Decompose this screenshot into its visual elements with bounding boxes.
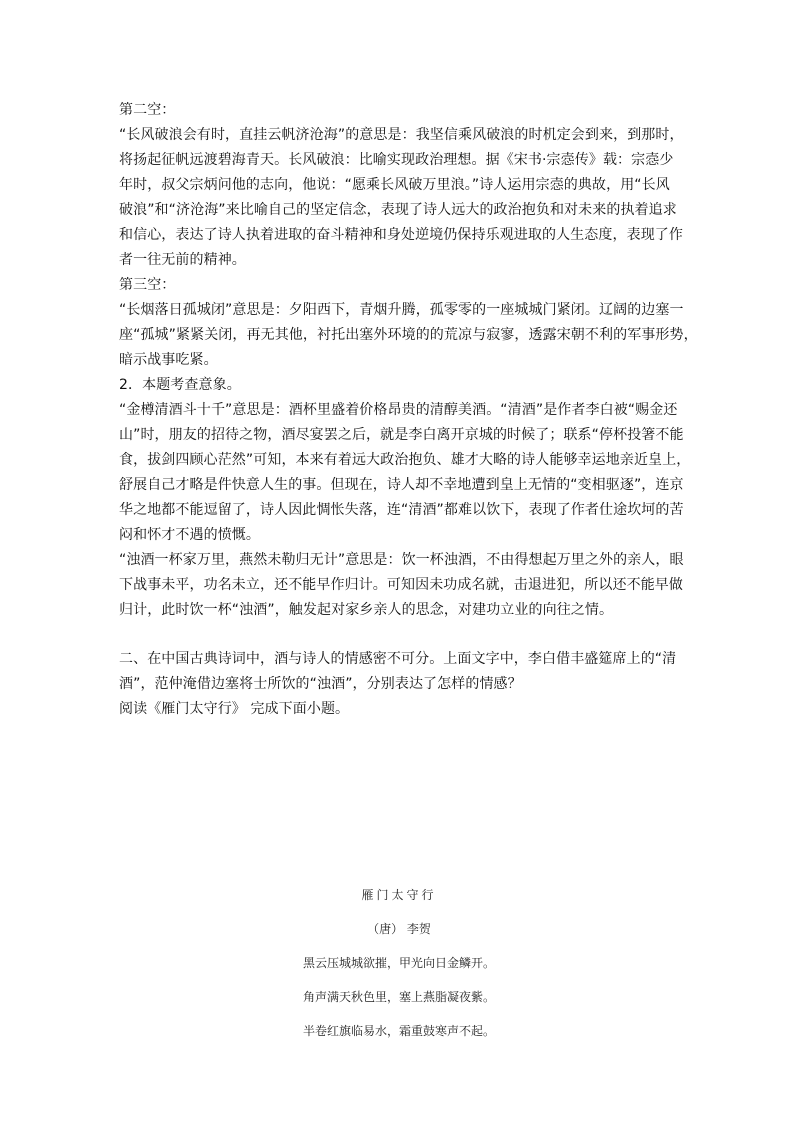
text-line: 座“孤城”紧紧关闭，再无其他，衬托出塞外环境的的荒凉与寂寥，透露宋朝不利的军事形势， bbox=[119, 327, 698, 343]
text-line: “金樽清酒斗十千”意思是：酒杯里盛着价格昂贵的清醇美酒。“清酒”是作者李白被“赐金还 bbox=[119, 402, 678, 418]
poem-title: 雁门太守行 bbox=[361, 888, 437, 902]
document-body bbox=[119, 98, 698, 722]
reading-instruction: 阅读《雁门太守行》 完成下面小题。 bbox=[119, 701, 350, 717]
poem-author: （唐） 李贺 bbox=[367, 922, 431, 936]
text-line: 破浪”和“济沧海”来比喻自己的坚定信念，表现了诗人远大的政治抱负和对未来的执着追求 bbox=[119, 202, 677, 218]
text-line: 第三空： bbox=[119, 277, 176, 293]
text-line: 下战事未平，功名未立，还不能早作归计。可知因未功成名就，击退进犯，所以还不能早做 bbox=[119, 577, 683, 593]
text-line: 食，拔剑四顾心茫然”可知，本来有着远大政治抱负、雄才大略的诗人能够幸运地亲近皇上， bbox=[119, 452, 691, 468]
poem-line: 角声满天秋色里，塞上燕脂凝夜紫。 bbox=[302, 990, 495, 1004]
poem bbox=[119, 878, 679, 1048]
text-line: 归计，此时饮一杯“浊酒”，触发起对家乡亲人的思念，对建功立业的向往之情。 bbox=[119, 602, 614, 618]
text-line: 舒展自己才略是件快意人生的事。但现在，诗人却不幸地遭到皇上无情的“变相驱逐”，连京 bbox=[119, 477, 684, 493]
text-line: 暗示战事吃紧。 bbox=[119, 352, 218, 368]
text-line: “浊酒一杯家万里，燕然未勒归无计”意思是：饮一杯浊酒，不由得想起万里之外的亲人，眼 bbox=[119, 552, 684, 568]
text-line: 2．本题考查意象。 bbox=[119, 377, 241, 393]
poem-line: 半卷红旗临易水，霜重鼓寒声不起。 bbox=[302, 1024, 495, 1038]
text-line: 将扬起征帆远渡碧海青天。长风破浪：比喻实现政治理想。据《宋书·宗悫传》载：宗悫少 bbox=[119, 152, 674, 168]
question-line: 二、在中国古典诗词中，酒与诗人的情感密不可分。上面文字中，李白借丰盛筵席上的“清 bbox=[119, 651, 677, 667]
question-line: 酒”，范仲淹借边塞将士所饮的“浊酒”，分别表达了怎样的情感？ bbox=[119, 676, 522, 692]
text-line: 和信心，表达了诗人执着进取的奋斗精神和身处逆境仍保持乐观进取的人生态度，表现了作 bbox=[119, 227, 683, 243]
text-line: “长风破浪会有时，直挂云帆济沧海”的意思是：我坚信乘风破浪的时机定会到来，到那时， bbox=[119, 127, 684, 143]
text-line: 第二空： bbox=[119, 102, 176, 118]
poem-line: 黑云压城城欲摧，甲光向日金鳞开。 bbox=[302, 956, 495, 970]
text-line: 山”时，朋友的招待之物，酒尽宴罢之后，就是李白离开京城的时候了；联系“停杯投箸不能 bbox=[119, 427, 684, 443]
text-line: 者一往无前的精神。 bbox=[119, 252, 246, 268]
text-line: “长烟落日孤城闭”意思是：夕阳西下，青烟升腾，孤零零的一座城城门紧闭。辽阔的边塞一 bbox=[119, 302, 684, 318]
paragraph-gap bbox=[119, 623, 679, 647]
text-line: 年时，叔父宗炳问他的志向，他说：“愿乘长风破万里浪。”诗人运用宗悫的典故，用“长风 bbox=[119, 177, 670, 193]
text-line: 闷和怀才不遇的愤慨。 bbox=[119, 527, 260, 543]
text-line: 华之地都不能逗留了，诗人因此惆怅失落，连“清酒”都难以饮下，表现了作者仕途坎坷的苦 bbox=[119, 502, 684, 518]
